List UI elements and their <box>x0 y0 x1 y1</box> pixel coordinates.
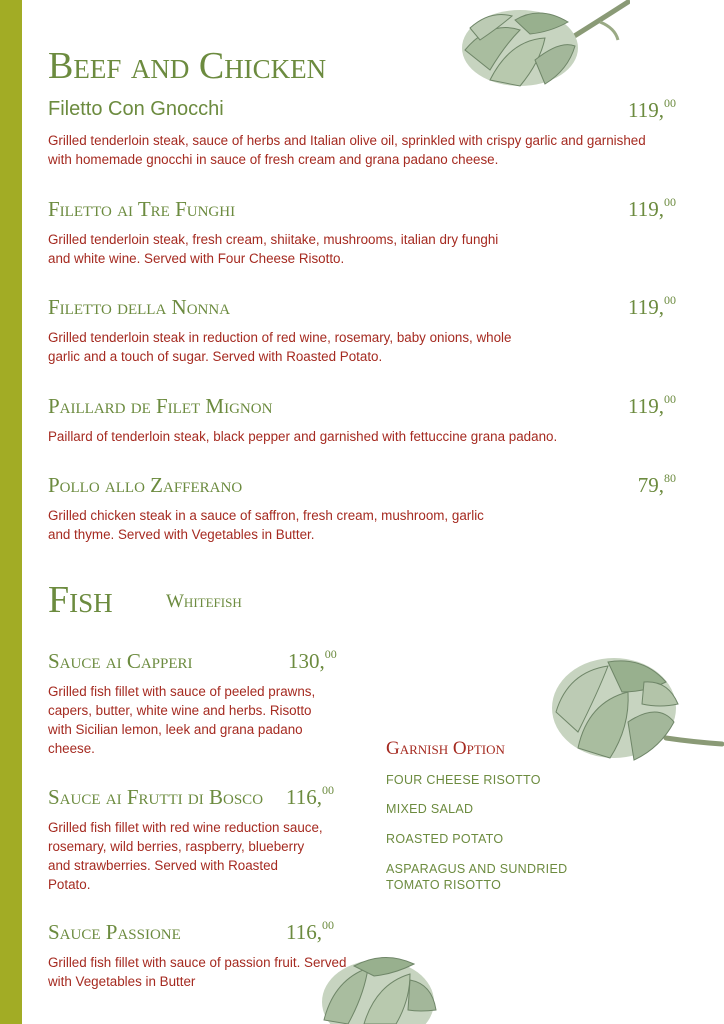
artichoke-illustration-middle <box>548 652 724 770</box>
dish-description: Grilled tenderloin steak in reduction of red wine, rosemary, baby onions, whole garlic and a touch of sugar. Served with Roasted Potato. <box>48 330 512 364</box>
dish-description: Grilled fish fillet with sauce of peeled prawns, capers, butter, white wine and herbs. Risotto with Sicilian lemon, leek and grana padano cheese. <box>48 684 316 756</box>
garnish-item: ASPARAGUS AND SUNDRIED TOMATO RISOTTO <box>386 862 568 892</box>
dish-price: 119,00 <box>628 392 676 418</box>
dish-description: Paillard of tenderloin steak, black pepper and garnished with fettuccine grana padano. <box>48 429 558 444</box>
dish-name-sauce-passione: Sauce Passione <box>48 920 181 944</box>
dish-description: Grilled tenderloin steak, fresh cream, shiitake, mushrooms, italian dry funghi and white wine. Served with Four Cheese Risotto. <box>48 232 499 266</box>
section-title-beef-chicken: Beef and Chicken <box>48 45 327 87</box>
dish-price: 116,00 <box>286 783 334 809</box>
accent-side-bar <box>0 0 22 1024</box>
dish-price: 116,00 <box>286 918 334 944</box>
dish-name-pollo-allo-zafferano: Pollo allo Zafferano <box>48 473 243 497</box>
dish-description: Grilled fish fillet with sauce of passion fruit. Served with Vegetables in Butter <box>48 955 347 989</box>
dish-description: Grilled tenderloin steak, sauce of herbs and Italian olive oil, sprinkled with crispy garlic and garnished with homemade gnocchi in sauce of fresh cream and grana padano cheese. <box>48 133 646 167</box>
dish-price: 130,00 <box>288 647 337 673</box>
dish-price: 119,00 <box>628 96 676 122</box>
garnish-option-title: Garnish Option <box>386 738 505 759</box>
dish-price: 119,00 <box>628 195 676 221</box>
dish-name-sauce-ai-capperi: Sauce ai Capperi <box>48 649 193 673</box>
section-subtitle-whitefish: Whitefish <box>166 591 242 612</box>
dish-name-filetto-della-nonna: Filetto della Nonna <box>48 295 231 319</box>
dish-description: Grilled chicken steak in a sauce of saffron, fresh cream, mushroom, garlic and thyme. Served with Vegetables in Butter. <box>48 508 484 542</box>
dish-price: 79,80 <box>637 471 676 497</box>
artichoke-illustration-top <box>450 0 630 92</box>
garnish-item: MIXED SALAD <box>386 802 474 816</box>
section-title-fish: Fish <box>48 579 113 621</box>
dish-name-sauce-ai-frutti-di-bosco: Sauce ai Frutti di Bosco <box>48 785 264 809</box>
dish-price: 119,00 <box>628 293 676 319</box>
dish-description: Grilled fish fillet with red wine reduction sauce, rosemary, wild berries, raspberry, blueberry and strawberries. Served with Roasted Potato. <box>48 820 323 892</box>
garnish-item: FOUR CHEESE RISOTTO <box>386 773 541 787</box>
dish-name-paillard-de-filet-mignon: Paillard de Filet Mignon <box>48 394 273 418</box>
garnish-item: ROASTED POTATO <box>386 832 504 846</box>
dish-name-filetto-ai-tre-funghi: Filetto ai Tre Funghi <box>48 197 236 221</box>
dish-name-filetto-con-gnocchi: Filetto Con Gnocchi <box>48 98 224 120</box>
